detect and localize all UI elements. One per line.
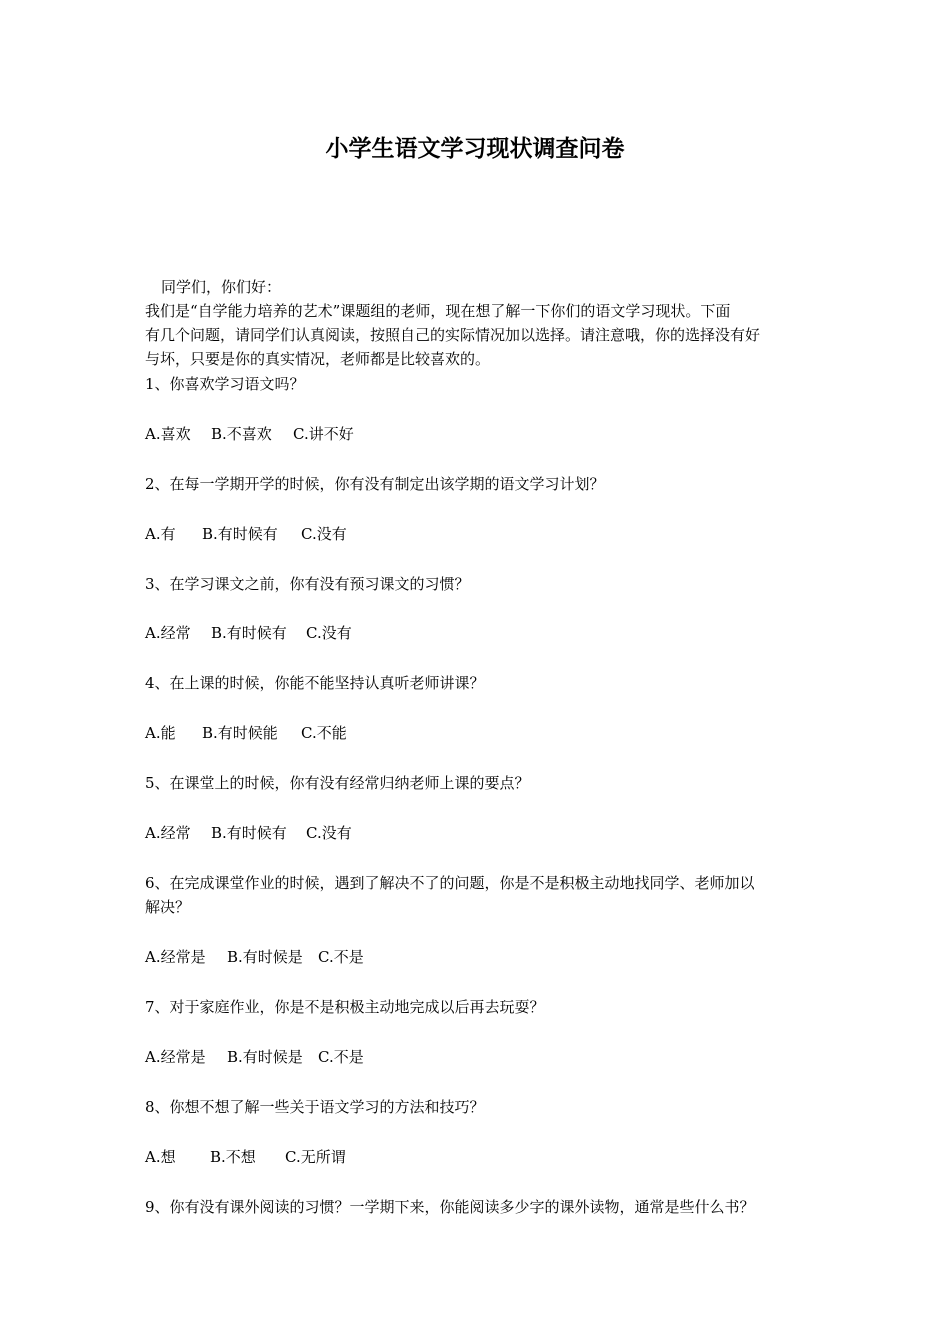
option-b: B.有时候有 [211,824,287,842]
options-3 [145,621,352,645]
option-a: A.有 [145,525,176,543]
option-a: A.经常是 [145,1048,206,1066]
option-b: B.不想 [210,1148,256,1166]
option-b: B.有时候是 [227,1048,303,1066]
options-2 [145,522,347,546]
option-a: A.能 [145,724,176,742]
option-c: C.不能 [301,724,347,742]
options-7 [145,1045,364,1069]
question-3: 3、在学习课文之前，你有没有预习课文的习惯？ [145,575,470,593]
question-6 [145,871,810,919]
greeting: 同学们，你们好： [161,278,282,296]
option-c: C.不是 [318,1048,364,1066]
option-a: A.想 [145,1148,176,1166]
option-c: C.没有 [306,824,352,842]
question-5: 5、在课堂上的时候，你有没有经常归纳老师上课的要点？ [145,774,530,792]
options-6 [145,945,364,969]
option-c: C.无所谓 [285,1148,346,1166]
question-8: 8、你想不想了解一些关于语文学习的方法和技巧？ [145,1098,485,1116]
options-4 [145,721,347,745]
options-5 [145,821,352,845]
question-7: 7、对于家庭作业，你是不是积极主动地完成以后再去玩耍？ [145,998,545,1016]
option-c: C.没有 [306,624,352,642]
option-b: B.有时候有 [211,624,287,642]
intro-line: 有几个问题，请同学们认真阅读，按照自己的实际情况加以选择。请注意哦，你的选择没有好 [145,326,761,344]
option-b: B.有时候有 [202,525,278,543]
question-line: 解决？ [145,898,191,916]
option-c: C.没有 [301,525,347,543]
question-4: 4、在上课的时候，你能不能坚持认真听老师讲课？ [145,674,485,692]
option-b: B.有时候是 [227,948,303,966]
option-b: B.不喜欢 [211,425,272,443]
option-c: C.讲不好 [293,425,354,443]
options-8 [145,1145,346,1169]
question-1: 1、你喜欢学习语文吗？ [145,375,305,393]
question-9: 9、你有没有课外阅读的习惯？一学期下来，你能阅读多少字的课外读物，通常是些什么书？ [145,1198,755,1216]
option-a: A.经常 [145,824,191,842]
intro-line: 与坏，只要是你的真实情况，老师都是比较喜欢的。 [145,350,491,368]
intro-paragraph [145,299,810,371]
options-1 [145,422,354,446]
option-a: A.喜欢 [145,425,191,443]
question-line: 6、在完成课堂作业的时候，遇到了解决不了的问题，你是不是积极主动地找同学、老师加以 [145,874,755,892]
option-a: A.经常是 [145,948,206,966]
option-b: B.有时候能 [202,724,278,742]
option-c: C.不是 [318,948,364,966]
intro-line: 我们是“自学能力培养的艺术”课题组的老师，现在想了解一下你们的语文学习现状。下面 [145,302,731,320]
page-title: 小学生语文学习现状调查问卷 [325,135,625,162]
question-2: 2、在每一学期开学的时候，你有没有制定出该学期的语文学习计划？ [145,475,605,493]
option-a: A.经常 [145,624,191,642]
